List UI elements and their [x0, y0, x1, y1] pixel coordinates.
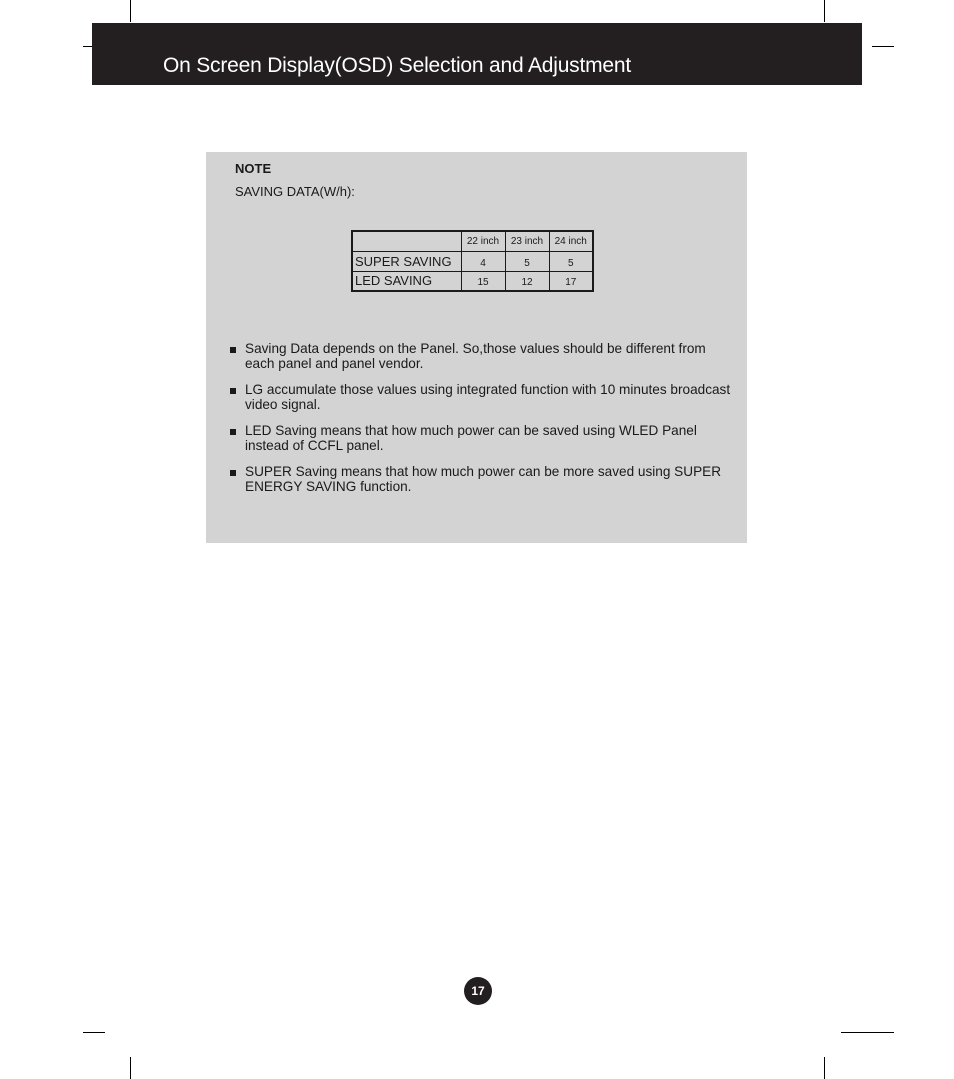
crop-mark [83, 1032, 105, 1033]
table-header-row [352, 231, 593, 251]
row-header: SUPER SAVING [352, 251, 461, 271]
note-label: NOTE [235, 161, 272, 176]
crop-mark [824, 0, 825, 22]
note-bullet-list [230, 341, 735, 505]
table-cell: 4 [461, 251, 505, 271]
crop-mark [841, 1032, 894, 1033]
row-header: LED SAVING [352, 271, 461, 291]
table-cell: 5 [505, 251, 549, 271]
square-bullet-icon [230, 470, 236, 476]
crop-mark [872, 46, 894, 47]
column-header: 22 inch [461, 231, 505, 251]
bullet-text: SUPER Saving means that how much power can be more saved using SUPER ENERGY SAVING function. [245, 464, 722, 494]
crop-mark [824, 1057, 825, 1079]
table-corner-cell [352, 231, 461, 251]
column-header: 23 inch [505, 231, 549, 251]
table-cell: 17 [549, 271, 593, 291]
square-bullet-icon [230, 388, 236, 394]
list-item [230, 341, 735, 371]
table-row [352, 271, 593, 291]
crop-mark [130, 0, 131, 22]
page-title: On Screen Display(OSD) Selection and Adjustment [163, 54, 631, 77]
crop-mark [130, 1057, 131, 1079]
square-bullet-icon [230, 429, 236, 435]
table-row [352, 251, 593, 271]
bullet-text: LG accumulate those values using integrated function with 10 minutes broadcast video signal. [245, 382, 731, 412]
square-bullet-icon [230, 347, 236, 353]
bullet-text: Saving Data depends on the Panel. So,those values should be different from each panel and panel vendor. [245, 341, 706, 371]
note-subtitle: SAVING DATA(W/h): [235, 184, 355, 199]
table-cell: 5 [549, 251, 593, 271]
page-header [92, 23, 862, 85]
page-number: 17 [464, 977, 492, 1005]
column-header: 24 inch [549, 231, 593, 251]
note-box [206, 152, 747, 543]
list-item [230, 423, 735, 453]
table-cell: 12 [505, 271, 549, 291]
bullet-text: LED Saving means that how much power can be saved using WLED Panel instead of CCFL panel. [245, 423, 697, 453]
list-item [230, 382, 735, 412]
table-cell: 15 [461, 271, 505, 291]
list-item [230, 464, 735, 494]
saving-data-table [351, 230, 594, 292]
